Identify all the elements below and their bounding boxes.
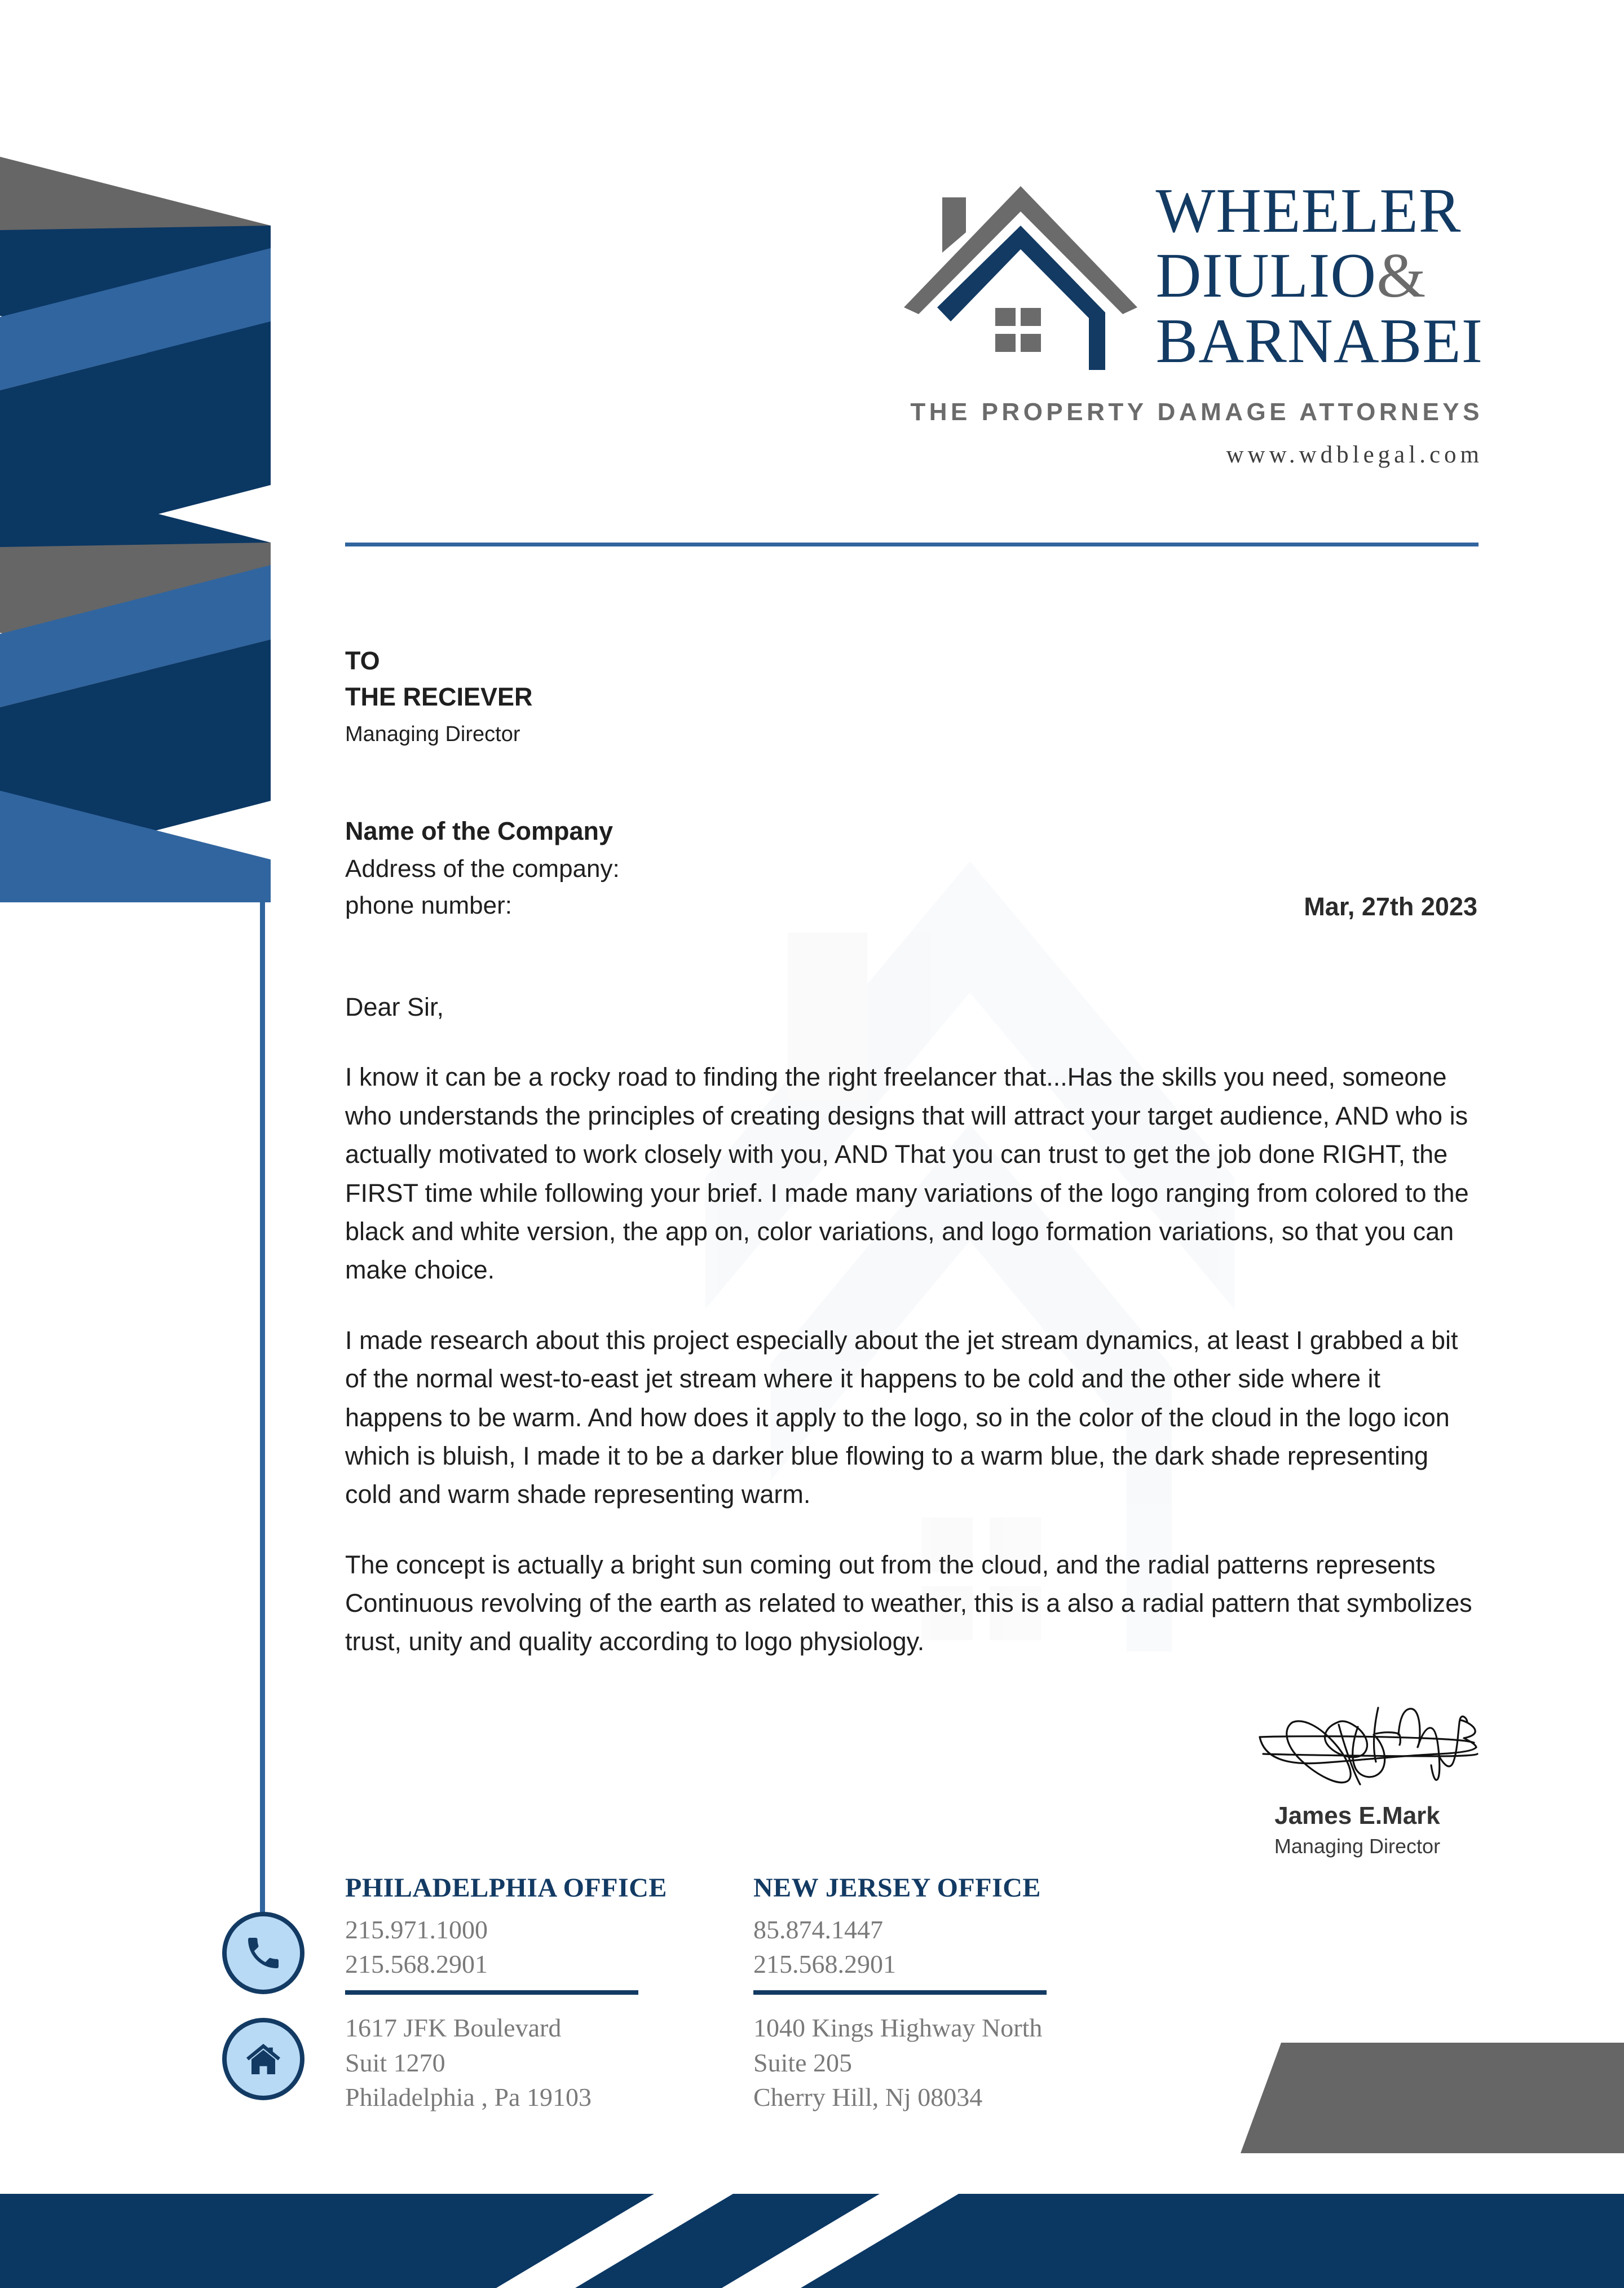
office-phone[interactable]: 85.874.1447: [753, 1915, 883, 1944]
zigzag-blue-1: [0, 248, 271, 390]
logo-window-pane-3: [995, 334, 1016, 352]
zigzag-navy-2: [0, 321, 271, 555]
wordmark-diulio: DIULIO: [1155, 241, 1377, 311]
office-new-jersey: [753, 1872, 1103, 2114]
letter-date: Mar, 27th 2023: [1304, 892, 1477, 921]
zigzag-blue-3: [0, 791, 271, 902]
office-address-line: Suit 1270: [345, 2048, 445, 2077]
zigzag-gray-2: [0, 543, 271, 702]
logo-window-pane-4: [1021, 334, 1041, 352]
contact-icon-column: [222, 1912, 304, 2124]
bottom-banner: [0, 2194, 1624, 2288]
company-phone-label: phone number:: [345, 891, 512, 919]
recipient-to-label: TO: [345, 646, 380, 675]
vertical-connector-line: [260, 869, 265, 1917]
letter-paragraph-3: The concept is actually a bright sun coming out from the cloud, and the radial patterns represents Continuous revolving of the earth as related to weather, this is a also a radial pattern that symbolizes trust, unity and quality according to logo physiology.: [345, 1550, 1472, 1656]
office-address: [753, 2011, 1103, 2114]
wordmark-ampersand: &: [1376, 241, 1427, 311]
office-philadelphia: [345, 1872, 695, 2114]
office-phones: [345, 1912, 695, 1981]
gray-parallelogram: [1241, 2043, 1624, 2153]
office-address-line: 1040 Kings Highway North: [753, 2013, 1043, 2043]
zigzag-gray-1: [0, 157, 271, 299]
offices-section: [345, 1872, 1103, 2114]
office-divider: [753, 1990, 1047, 1995]
wordmark-line-2: [1155, 241, 1483, 311]
wordmark-line-1: WHEELER: [1155, 175, 1462, 246]
office-address-line: Philadelphia , Pa 19103: [345, 2082, 592, 2111]
banner-slash-2: [722, 2194, 959, 2288]
header-divider-rule: [345, 543, 1479, 546]
company-tagline: THE PROPERTY DAMAGE ATTORNEYS: [910, 398, 1483, 426]
office-title: PHILADELPHIA OFFICE: [345, 1873, 667, 1903]
signatory-role: Managing Director: [1274, 1834, 1441, 1858]
letterhead-header: [868, 169, 1483, 469]
office-phones: [753, 1912, 1103, 1981]
handwritten-signature-icon: [1253, 1702, 1479, 1798]
company-block: [345, 812, 1078, 924]
zigzag-blue-2: [0, 565, 271, 707]
office-phone[interactable]: 215.568.2901: [753, 1950, 896, 1979]
recipient-role: Managing Director: [345, 722, 520, 746]
office-address-line: Suite 205: [753, 2048, 853, 2077]
home-icon: [243, 2039, 284, 2079]
office-address-line: Cherry Hill, Nj 08034: [753, 2082, 983, 2111]
office-phone[interactable]: 215.568.2901: [345, 1950, 488, 1979]
company-address-label: Address of the company:: [345, 854, 620, 883]
signatory-name: James E.Mark: [1274, 1802, 1440, 1829]
office-title: NEW JERSEY OFFICE: [753, 1873, 1041, 1903]
office-divider: [345, 1990, 638, 1995]
phone-icon: [243, 1933, 284, 1973]
zigzag-navy-4: [0, 640, 271, 871]
zigzag-navy-3: [0, 474, 271, 616]
company-wordmark: [1155, 175, 1483, 376]
letter-paragraph-2: I made research about this project especially about the jet stream dynamics, at least I grabbed a bit of the normal west-to-east jet stream where it happens to be cold and the other side where it happens to be warm. And how does it apply to the logo, so in the color of the cloud in the logo icon which is bluish, I made it to be a darker blue flowing to a warm blue, the dark shade representing cold and warm shade representing warm.: [345, 1325, 1458, 1509]
wordmark-line-3: BARNABEI: [1155, 306, 1483, 376]
logo-window-pane-2: [1021, 308, 1041, 326]
letter-body: [345, 988, 1479, 1693]
house-roof-logo-icon: [902, 169, 1139, 383]
letter-salutation: Dear Sir,: [345, 993, 444, 1021]
office-address: [345, 2011, 695, 2114]
logo-window-pane-1: [995, 308, 1016, 326]
letter-paragraph-1: I know it can be a rocky road to finding the right freelancer that...Has the skills you need, someone who understands the principles of creating designs that will attract your target audience, AND who is actually motivated to work closely with you, AND That you can trust to get the job done RIGHT, the FIRST time while following your brief. I made many variations of the logo ranging from colored to the black and white version, the app on, color variations, and logo formation variations, so that you can make choice.: [345, 1063, 1469, 1285]
office-phone[interactable]: 215.971.1000: [345, 1915, 488, 1944]
recipient-name: THE RECIEVER: [345, 682, 533, 711]
phone-icon-badge[interactable]: [222, 1912, 304, 1994]
recipient-block: [345, 643, 1022, 751]
logo-row: [868, 169, 1483, 383]
home-icon-badge[interactable]: [222, 2018, 304, 2100]
office-address-line: 1617 JFK Boulevard: [345, 2013, 562, 2043]
company-website[interactable]: www.wdblegal.com: [1226, 442, 1483, 468]
company-name: Name of the Company: [345, 817, 614, 845]
logo-chimney: [942, 197, 966, 253]
logo-outer-roof-path: [904, 186, 1137, 314]
signature-block: [1236, 1702, 1479, 1859]
zigzag-navy-1: [0, 226, 271, 385]
banner-slash-1: [496, 2194, 733, 2288]
